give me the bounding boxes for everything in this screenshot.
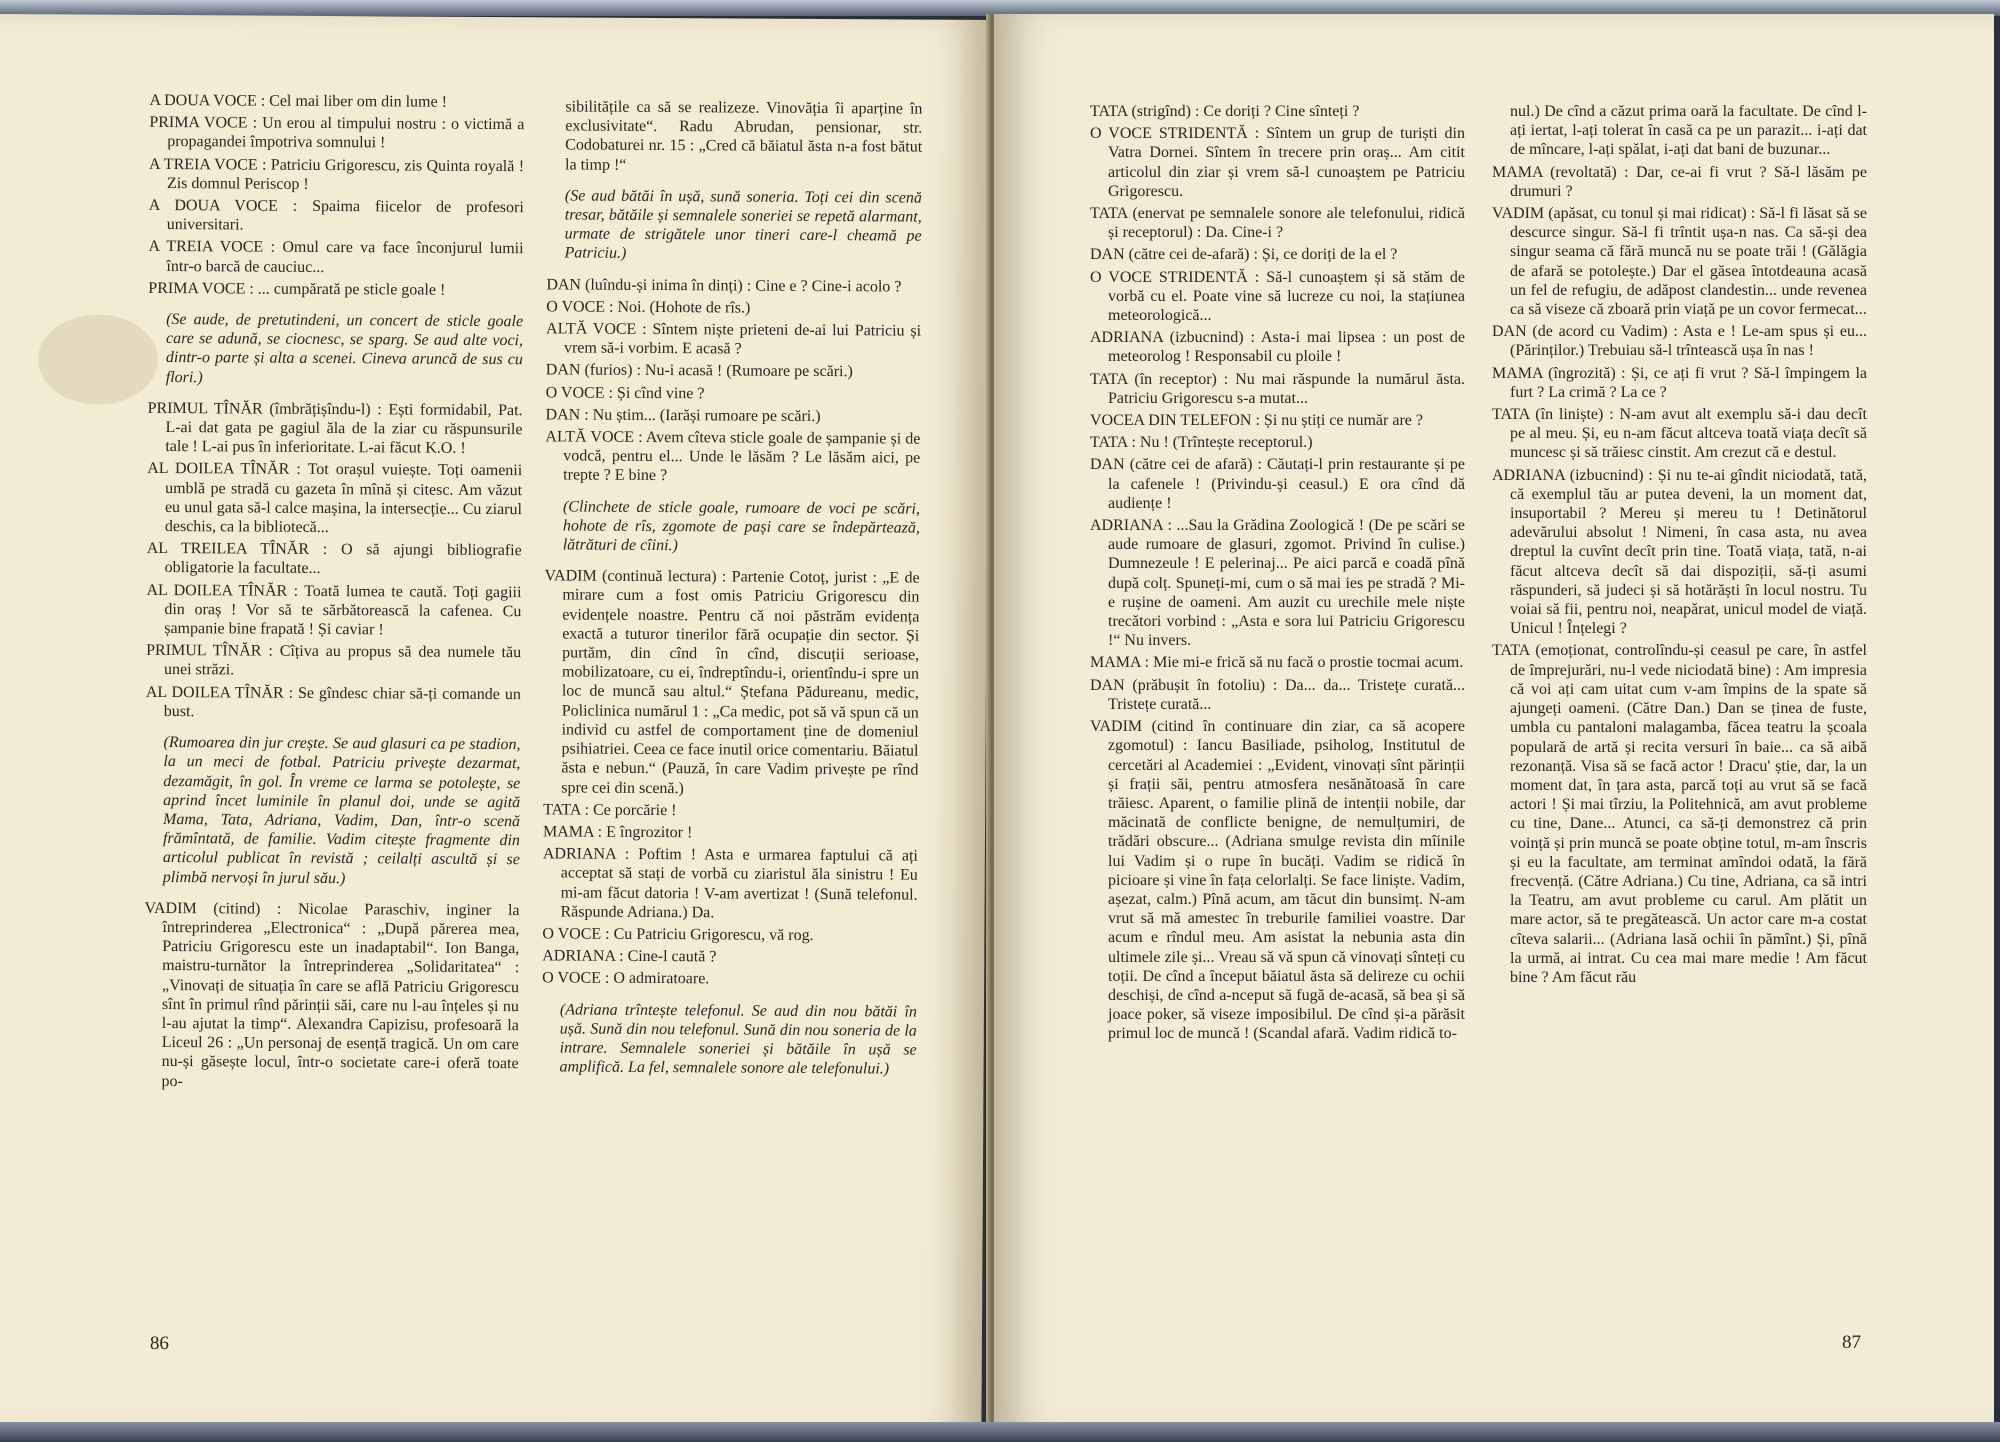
dialogue-line: PRIMA VOCE : ... cumpărată pe sticle goale ! [148,279,446,299]
dialogue-line: ADRIANA : Cine-l caută ? [542,947,717,966]
right-page [994,14,1994,1430]
left-column-1 [143,91,524,1096]
dialogue-line: TATA (enervat pe semnalele sonore ale telefonului, ridică și receptorul) : Da. Cine-i ? [1090,205,1465,242]
dialogue-line: DAN (prăbușit în fotoliu) : Da... da... Tristețe curată... Tristețe curată... [1090,676,1465,713]
page-number: 87 [1842,1332,1861,1353]
dialogue-line: ADRIANA : Poftim ! Asta e urmarea faptului că ați acceptat să stați de vorbă cu ziaristul ăla sinistru ! Eu mi-am făcut datoria ! V-am avertizat ! (Sună telefonul. Răspunde Adriana.) Da. [542,845,918,922]
dialogue-line: DAN : Nu știm... (Iarăși rumoare pe scări.) [545,406,821,425]
dialogue-line: MAMA (îngrozită) : Și, ce ați fi vrut ? Să-l împingem la furt ? La crimă ? La ce ? [1492,364,1867,401]
dialogue-line: O VOCE : Noi. (Hohote de rîs.) [546,298,751,317]
stage-direction: (Adriana trîntește telefonul. Se aud din nou bătăi în ușă. Sună din nou telefonul. Sună din nou soneria de la intrare. Semnalele soneriei și bătăile în ușă se amplifică. La fel, semnalele sonore ale telefonului.) [559,1000,917,1078]
dialogue-line: AL DOILEA TÎNĂR : Toată lumea te caută. Toți gagiii din oraș ! Vor să te sărbătorească la cafenea. Cu șampanie bine frapată ! Și caviar ! [146,581,522,639]
dialogue-line: AL DOILEA TÎNĂR : Se gîndesc chiar să-ți comande un bust. [145,683,521,721]
stage-direction: (Se aude, de pretutindeni, un concert de sticle goale care se adună, se ciocnesc, se sparg. Se aud alte voci, dintr-o parte și alta a scenei. Cineva aruncă de sus cu flori.) [165,311,524,386]
dialogue-line: AL TREILEA TÎNĂR : O să ajungi bibliografie obligatorie la facultate... [146,540,522,578]
right-column-1 [1090,102,1465,1047]
dialogue-line: DAN (luîndu-și inima în dinți) : Cine e ? Cine-i acolo ? [546,275,902,296]
dialogue-line: DAN (către cei de afară) : Căutați-l prin restaurante și pe la cafenele ! (Privindu-și ceasul.) E ora cînd dă audiențe ! [1090,456,1465,512]
stage-direction: (Rumoarea din jur crește. Se aud glasuri ca pe stadion, la un meci de fotbal. Patriciu privește dezarmat, dezamăgit, în gol. În vreme ce larma se potolește, se aprind încet luminile în planul doi, unde se agită Mama, Tata, Adriana, Vadim, Dan, într-o scenă frămîntată, de familie. Vadim citește fragmente din articolul publicat în revistă ; ceilalți ascultă și se plimbă nervoși în jurul său.) [162,734,521,887]
dialogue-line: O VOCE : Cu Patriciu Grigorescu, vă rog. [542,925,814,944]
dialogue-line: VADIM (citind) : Nicolae Paraschiv, inginer la întreprinderea „Electronica“ : „După părerea mea, Patriciu Grigorescu este un inadaptabil“. Ion Banga, maistru-turnător la întreprinderea „Solidaritatea“ : „Vinovați de situația în care se află Patriciu Grigorescu sînt în primul rînd părinții săi, care nu l-au înțeles și nu l-au ajutat la timp“. Alexandra Capizisu, profesoară la Liceul 26 : „Un personaj de esență tragică. Un om care nu-și găsește locul, într-o societate care-i oferă toate po- [144,899,520,1090]
dialogue-line: MAMA : E îngrozitor ! [542,823,693,842]
right-column-2 [1492,102,1867,990]
dialogue-line: VADIM (citind în continuare din ziar, ca să acopere zgomotul) : Iancu Basiliade, psiholog, Institutul de cercetări al Academiei : „Evident, vinovați sînt părinții și frații săi, pentru atmosfera nesănătoasă în care trăiesc. Aparent, o familie plină de intenții nobile, dar măcinată de conflicte benigne, de nemulțumiri, de trădări obscure... (Adriana smulge revista din mîinile lui Vadim și o rupe în bucăți. Vadim se ridică în picioare și vine în fața celorlalți. Se face liniște. Vadim, așezat, calm.) Pînă acum, am tăcut din bunsimț. N-am vrut să mă amestec în treburile familiei voastre. Dar acum e rîndul meu. Am asistat la nebunia asta din ultimele zile și... Vreau să vă spun că vinovați sînteți cu toții. De cînd a început băiatul ăsta să delireze cu ochii deschiși, de cînd a-nceput să fugă de-acasă, să bea și să joace poker, să viseze imposibilul. De cînd și-a părăsit primul loc de muncă ! (Scandal afară. Vadim ridică to- [1090,718,1465,1043]
dialogue-line: VADIM (apăsat, cu tonul și mai ridicat) : Să-l fi lăsat să se descurce singur. Să-l fi trîntit ușa-n nas. Ca să-și dea singur seama că fără muncă nu se poate trăi ! (Gălăgia de afară se potolește.) Dar el găsea întotdeauna acasă un fel de refugiu, de adăpost clandestin... unde revenea ca să viseze că zboară prin viață pe un covor fermecat... [1492,205,1867,319]
dialogue-line: AL DOILEA TÎNĂR : Tot orașul vuiește. Toți oamenii umblă pe stradă cu gazeta în mînă și citesc. Am văzut eu unul gata să-l calce mașina, la intersecție... Cu ziarul deschis, ca la bibliotecă... [147,460,523,537]
dialogue-line: DAN (către cei de-afară) : Și, ce doriți de la el ? [1090,246,1398,264]
dialogue-line: VADIM (continuă lectura) : Partenie Cotoț, jurist : „E de mirare cum a fost omis Patriciu Grigorescu din evidențele noastre. Pentru că noi păstrăm evidența exactă a tuturor tinerilor fără ocupație din sector. Și purtăm, din cînd în cînd, discuții serioase, mobilizatoare, cu ei, îndreptîndu-i, orientîndu-i spre un loc de muncă sau altul.“ Ștefana Pădureanu, medic, Policlinica numărul 1 : „Ca medic, pot să vă spun că un individ cu astfel de comportament ține de domeniul psihiatriei. Ceea ce face inutil orice comentariu. Băiatul ăsta e nebun.“ (Pauză, în care Vadim privește pe rînd spre cei din scenă.) [544,567,920,797]
dialogue-line: VOCEA DIN TELEFON : Și nu știți ce număr are ? [1090,412,1423,430]
dialogue-line: PRIMUL TÎNĂR (îmbrățișîndu-l) : Ești formidabil, Pat. L-ai dat gata pe gagiul ăla de la ziar cu răspunsurile tale ! L-ai pus în inferioritate. L-ai făcut K.O. ! [147,399,523,458]
book-cover-bottom-edge [0,1422,2000,1442]
left-page [0,14,990,1436]
dialogue-line: ALTĂ VOCE : Avem cîteva sticle goale de șampanie și de vodcă, pentru el... Unde le lăsăm ? Le lăsăm aici, pe trepte ? E bine ? [545,428,921,485]
dialogue-line: TATA : Ce porcărie ! [543,801,677,819]
dialogue-line: DAN (de acord cu Vadim) : Asta e ! Le-am spus și eu... (Părinților.) Trebuiau să-l trîntească ușa în nas ! [1492,323,1867,360]
dialogue-line: TATA (strigînd) : Ce doriți ? Cine sînteți ? [1090,103,1360,120]
dialogue-line: TATA : Nu ! (Trîntește receptorul.) [1090,434,1313,452]
stage-direction: (Clinchete de sticle goale, rumoare de voci pe scări, hohote de rîs, zgomote de pași care se îndepărtează, lătrături de cîini.) [562,498,921,555]
left-column-2 [541,97,922,1091]
dialogue-line: MAMA : Mie mi-e frică să nu facă o prostie tocmai acum. [1090,654,1464,672]
dialogue-line: ADRIANA (izbucnind) : Și nu te-ai gîndit niciodată, tată, că exemplul tău ar putea deveni, la un moment dat, insuportabil ? Mereu și mereu tu ! Detinătorul adevărului absolut ! Nimeni, în casa asta, nu avea dreptul la cuvînt decît prin tine. Toată viața, tată, n-ai făcut altceva decît să dai dispoziții, să-ți asumi răspunderi, să judeci și să hotărăști în locul nostru. Tu voiai să fii, pentru noi, neapărat, unicul model de viață. Unicul ! Înțelegi ? [1492,466,1867,638]
dialogue-line: TATA (în receptor) : Nu mai răspunde la numărul ăsta. Patriciu Grigorescu s-a mutat... [1090,370,1465,407]
dialogue-line: ADRIANA : ...Sau la Grădina Zoologică ! (De pe scări se aude rumoare de glasuri, zgomot. Privind în culise.) Dumnezeule ! E pelerinaj... Pe aici parcă e coadă pînă după colț. Spuneți-mi, cum o să mai ies pe stradă ? Mi-e rușine de oameni. Am auzit cu urechile mele niște trecători vorbind : „Asta e sora lui Patriciu Grigorescu !“ Nu invers. [1090,517,1465,650]
page-number: 86 [149,1332,169,1355]
dialogue-line: TATA (în liniște) : N-am avut alt exemplu să-i dau decît pe al meu. Și, eu n-am făcut altceva toată viața decît să muncesc și să trăiesc cinstit. Am crezut că e destul. [1492,406,1867,462]
dialogue-line: A TREIA VOCE : Patriciu Grigorescu, zis Quinta royală ! Zis domnul Periscop ! [149,155,525,193]
dialogue-line: O VOCE : O admiratoare. [542,969,710,988]
dialogue-line: MAMA (revoltată) : Dar, ce-ai fi vrut ? Să-l lăsăm pe drumuri ? [1492,163,1867,200]
dialogue-line: TATA (emoționat, controlîndu-și ceasul pe care, în astfel de împrejurări, nu-l vede niciodată bine) : Am impresia că voi ați cam uitat cum v-am împins de la spate să ajungeți oameni. (Către Dan.) Dan se ținea de fuste, umbla cu pantaloni malagamba, făcea teatru la școala populară de artă și recita versuri în baie... ca să aibă rezonanță. Visa să se facă actor ! Dracu' știe, dar, la un moment dat, în țara asta, parcă toți au vrut să se facă actori ! Și mai tîrziu, la Politehnică, am avut probleme cu tine, Dane... Atunci, ca să-ți demonstrez că prin voință și prin muncă se poate obține totul, m-am înscris și eu la facultate, am terminat amîndoi odată, la fără frecvență. (Către Adriana.) Cu tine, Adriana, ca să intri la Teatru, am avut probleme cu carul. Am plătit un mare actor, să te pregătească. Un actor care m-a costat cîteva salarii... (Adriana lasă ochii în pămînt.) Și, pînă la urmă, ai intrat. Cu cea mai mare medie ! Am făcut bine ? Am făcut rău [1492,642,1867,986]
dialogue-line: O VOCE STRIDENTĂ : Sîntem un grup de turiști din Vatra Dornei. Sîntem în trecere prin oraș... Am citit articolul din ziar și vrem să-l cunoaștem pe Patriciu Grigorescu. [1090,125,1465,200]
dialogue-line: PRIMUL TÎNĂR : Cîțiva au propus să dea numele tău unei străzi. [146,642,522,679]
dialogue-line: ALTĂ VOCE : Sîntem niște prieteni de-ai lui Patriciu și vrem să-i vorbim. E acasă ? [546,320,922,358]
continued-paragraph: nul.) De cînd a căzut prima oară la facultate. De cînd l-ați iertat, l-ați tolerat în casă ca pe un parazit... i-ați dat de mîncare, l-ați spălat, i-ați dat bani de buzunar... [1510,103,1867,159]
dialogue-line: O VOCE STRIDENTĂ : Să-l cunoaștem și să stăm de vorbă cu el. Poate vine să lucreze cu noi, la stațiunea meteorologică... [1090,268,1465,325]
stage-direction: (Se aud bătăi în ușă, sună soneria. Toți cei din scenă tresar, bătăile și semnalele soneriei se repetă alarmant, urmate de strigătele unor tineri care-l cheamă pe Patriciu.) [564,187,922,263]
paper-stain [38,314,159,405]
dialogue-line: A DOUA VOCE : Cel mai liber om din lume ! [149,91,447,111]
dialogue-line: A TREIA VOCE : Omul care va face înconjurul lumii într-o barcă de cauciuc... [148,238,524,276]
dialogue-line: O VOCE : Și cînd vine ? [545,383,705,402]
dialogue-line: ADRIANA (izbucnind) : Asta-i mai lipsea : un post de meteorolog ! Responsabil cu ploile ! [1090,329,1465,366]
dialogue-line: DAN (furios) : Nu-i acasă ! (Rumoare pe scări.) [545,361,853,381]
dialogue-line: PRIMA VOCE : Un erou al timpului nostru : o victimă a propagandei împotriva somnului ! [149,114,525,152]
dialogue-line: A DOUA VOCE : Spaima fiicelor de profesori universitari. [148,196,524,234]
continued-paragraph: sibilitățile ca să se realizeze. Vinovăția îi aparține în exclusivitate“. Radu Abrudan, pensionar, str. Codobaturei nr. 15 : „Cred că băiatul ăsta n-a fost bătut la timp !“ [565,98,923,174]
